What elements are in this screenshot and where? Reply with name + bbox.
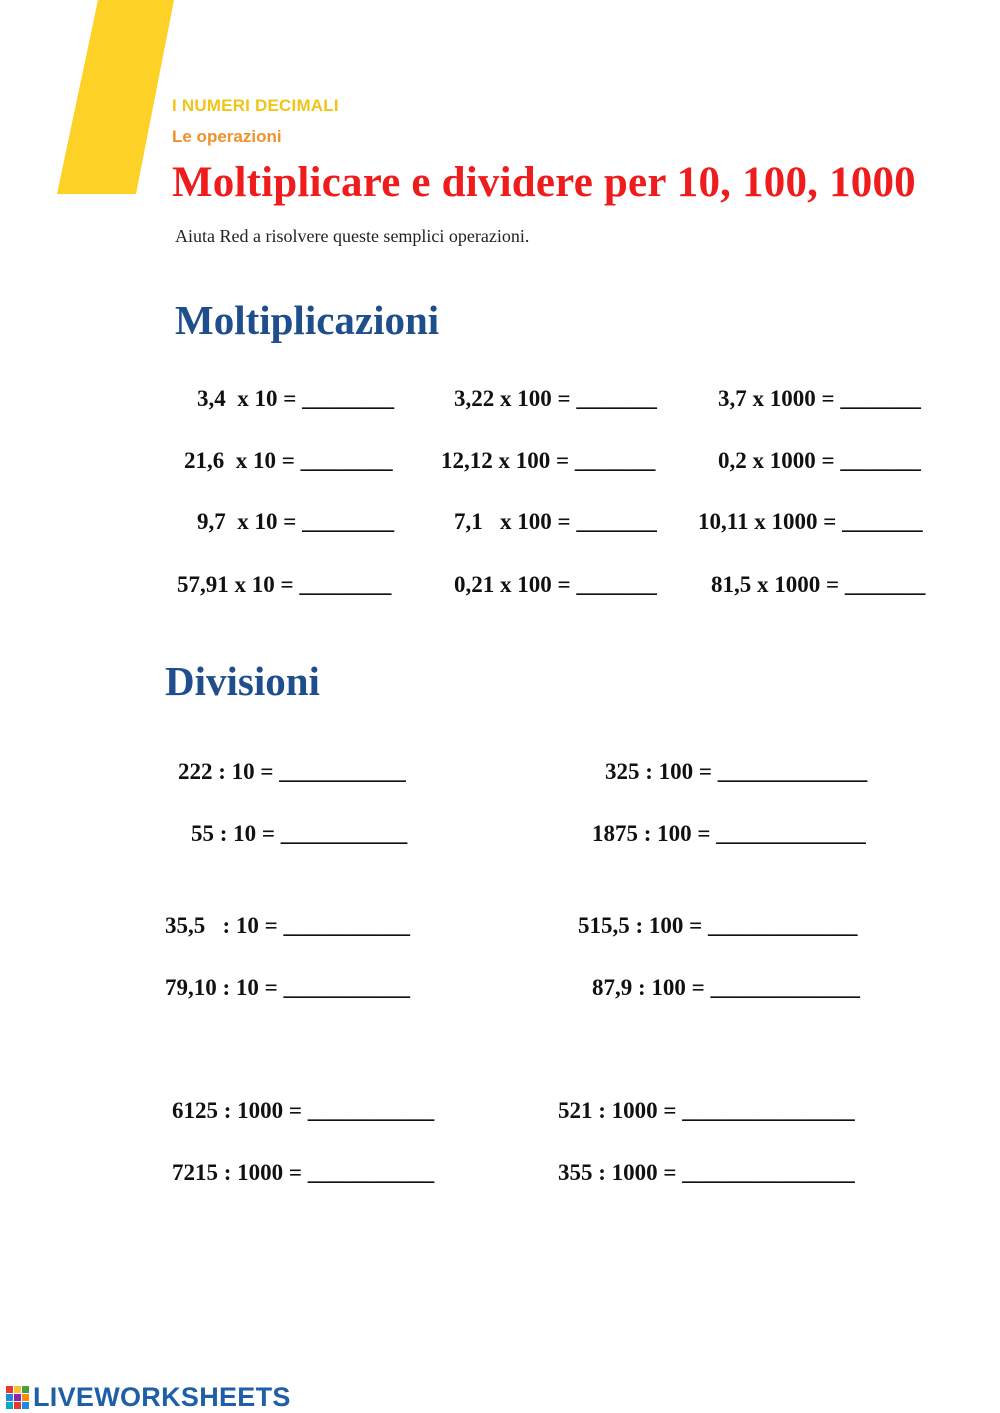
division-exercise[interactable]: 1875 : 100 = _____________ [592,821,866,846]
multiplication-exercise[interactable]: 0,21 x 100 = _______ [454,572,657,597]
multiplication-exercise[interactable]: 0,2 x 1000 = _______ [718,448,921,473]
logo-grid-icon [6,1386,29,1409]
liveworksheets-logo [6,1382,291,1413]
topic-label: I NUMERI DECIMALI [172,96,339,115]
multiplication-exercise[interactable]: 7,1 x 100 = _______ [454,509,657,534]
division-exercise[interactable]: 6125 : 1000 = ___________ [172,1098,435,1123]
multiplication-heading: Moltiplicazioni [175,297,440,343]
multiplication-exercise[interactable]: 10,11 x 1000 = _______ [698,509,923,534]
instruction-text: Aiuta Red a risolvere queste semplici operazioni. [175,226,530,246]
multiplication-exercise[interactable]: 81,5 x 1000 = _______ [711,572,926,597]
page-title: Moltiplicare e dividere per 10, 100, 1000 [172,159,916,206]
multiplication-exercise[interactable]: 21,6 x 10 = ________ [184,448,393,473]
division-exercise[interactable]: 355 : 1000 = _______________ [558,1160,855,1185]
division-exercise[interactable]: 55 : 10 = ___________ [191,821,408,846]
multiplication-exercise[interactable]: 9,7 x 10 = ________ [197,509,395,534]
multiplication-exercise[interactable]: 3,22 x 100 = _______ [454,386,657,411]
division-exercise[interactable]: 79,10 : 10 = ___________ [165,975,411,1000]
multiplication-exercise[interactable]: 3,4 x 10 = ________ [197,386,395,411]
division-exercise[interactable]: 7215 : 1000 = ___________ [172,1160,435,1185]
yellow-accent-bar [0,0,180,200]
division-exercise[interactable]: 325 : 100 = _____________ [605,759,868,784]
division-exercise[interactable]: 35,5 : 10 = ___________ [165,913,411,938]
division-exercise[interactable]: 87,9 : 100 = _____________ [592,975,861,1000]
multiplication-exercise[interactable]: 57,91 x 10 = ________ [177,572,392,597]
subtopic-label: Le operazioni [172,127,282,146]
multiplication-exercise[interactable]: 3,7 x 1000 = _______ [718,386,921,411]
division-exercise[interactable]: 521 : 1000 = _______________ [558,1098,855,1123]
division-heading: Divisioni [165,658,320,704]
brand-name: LIVEWORKSHEETS [33,1382,291,1412]
multiplication-exercise[interactable]: 12,12 x 100 = _______ [441,448,656,473]
division-exercise[interactable]: 515,5 : 100 = _____________ [578,913,858,938]
division-exercise[interactable]: 222 : 10 = ___________ [178,759,406,784]
